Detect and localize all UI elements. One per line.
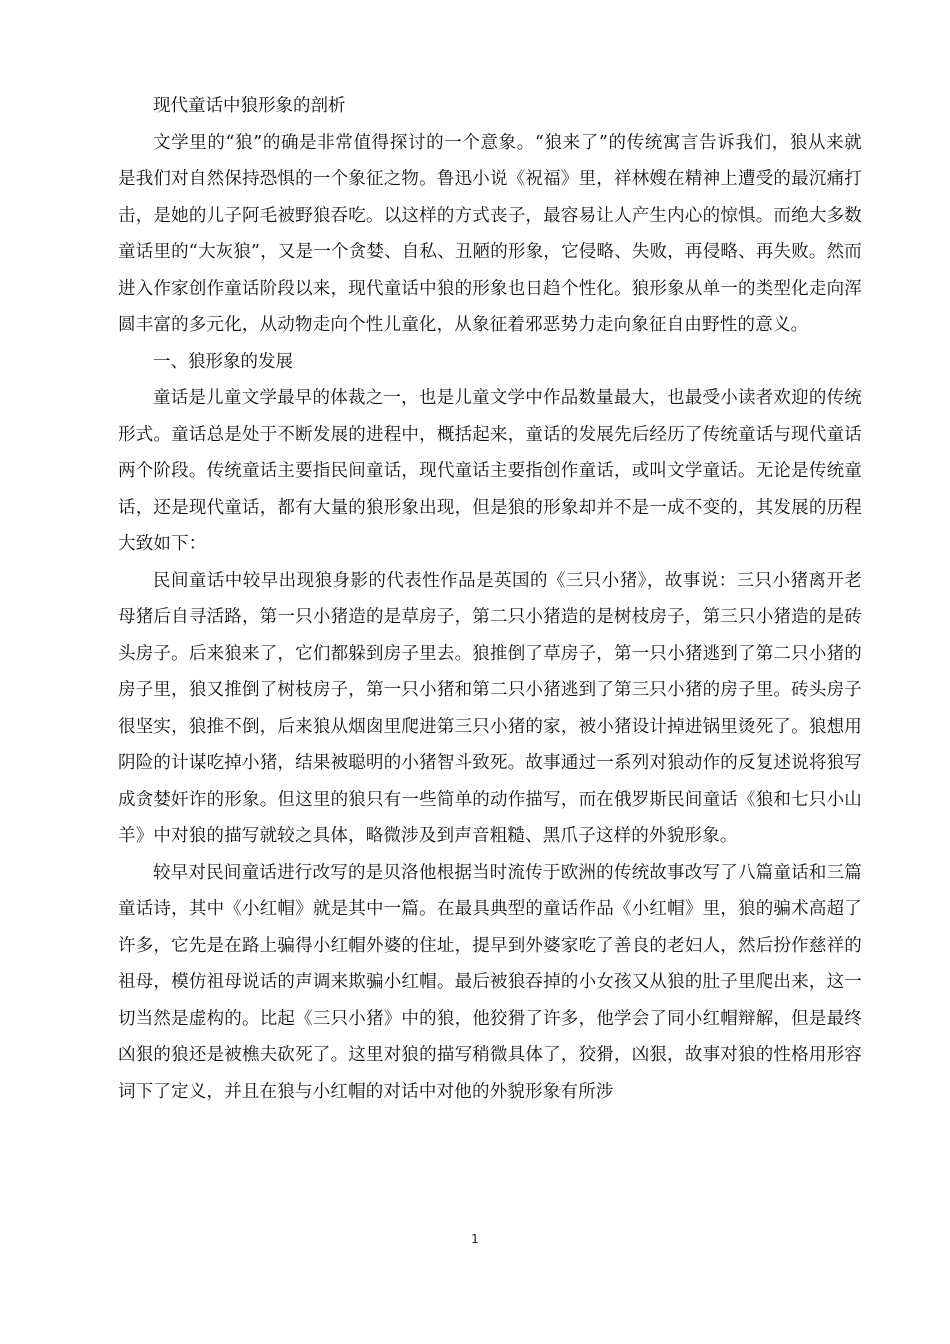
paragraph-intro: 文学里的“狼”的确是非常值得探讨的一个意象。“狼来了”的传统寓言告诉我们，狼从来就是我们对自然保持恐惧的一个象征之物。鲁迅小说《祝福》里，祥林嫂在精神上遭受的最沉痛打击，是她的儿子阿毛被野狼吞吃。以这样的方式丧子，最容易让人产生内心的惊惧。而绝大多数童话里的“大灰狼”，又是一个贪婪、自私、丑陋的形象，它侵略、失败，再侵略、再失败。然而进入作家创作童话阶段以来，现代童话中狼的形象也日趋个性化。狼形象从单一的类型化走向浑圆丰富的多元化，从动物走向个性儿童化，从象征着邪恶势力走向象征自由野性的意义。	[118, 132, 862, 335]
paragraph-three-little-pigs: 民间童话中较早出现狼身影的代表性作品是英国的《三只小猪》，故事说：三只小猪离开老母猪后自寻活路，第一只小猪造的是草房子，第二只小猪造的是树枝房子，第三只小猪造的是砖头房子。后来狼来了，它们都躲到房子里去。狼推倒了草房子，第一只小猪逃到了第二只小猪的房子里，狼又推倒了树枝房子，第一只小猪和第二只小猪逃到了第三只小猪的房子里。砖头房子很坚实，狼推不倒，后来狼从烟囱里爬进第三只小猪的家，被小猪设计掉进锅里烫死了。狼想用阴险的计谋吃掉小猪，结果被聪明的小猪智斗致死。故事通过一系列对狼动作的反复述说将狼写成贪婪奸诈的形象。但这里的狼只有一些简单的动作描写，而在俄罗斯民间童话《狼和七只小山羊》中对狼的描写就较之具体，略微涉及到声音粗糙、黑爪子这样的外貌形象。	[118, 570, 862, 846]
paragraph-little-red-riding-hood: 较早对民间童话进行改写的是贝洛他根据当时流传于欧洲的传统故事改写了八篇童话和三篇童话诗，其中《小红帽》就是其中一篇。在最具典型的童话作品《小红帽》里，狼的骗术高超了许多，它先是在路上骗得小红帽外婆的住址，提早到外婆家吃了善良的老妇人，然后扮作慈祥的祖母，模仿祖母说话的声调来欺骗小红帽。最后被狼吞掉的小女孩又从狼的肚子里爬出来，这一切当然是虚构的。比起《三只小猪》中的狼，他狡猾了许多，他学会了同小红帽辩解，但是最终凶狠的狼还是被樵夫砍死了。这里对狼的描写稍微具体了，狡猾，凶狠，故事对狼的性格用形容词下了定义，并且在狼与小红帽的对话中对他的外貌形象有所涉	[118, 862, 862, 1102]
document-body	[118, 88, 862, 1110]
page-number: 1	[471, 1232, 479, 1246]
document-title: 现代童话中狼形象的剖析	[153, 96, 346, 116]
section-heading: 一、狼形象的发展	[153, 351, 293, 372]
paragraph-fairy-tale-history: 童话是儿童文学最早的体裁之一，也是儿童文学中作品数量最大，也最受小读者欢迎的传统形式。童话总是处于不断发展的进程中，概括起来，童话的发展先后经历了传统童话与现代童话两个阶段。传统童话主要指民间童话，现代童话主要指创作童话，或叫文学童话。无论是传统童话，还是现代童话，都有大量的狼形象出现，但是狼的形象却并不是一成不变的，其发展的历程大致如下：	[118, 388, 862, 554]
